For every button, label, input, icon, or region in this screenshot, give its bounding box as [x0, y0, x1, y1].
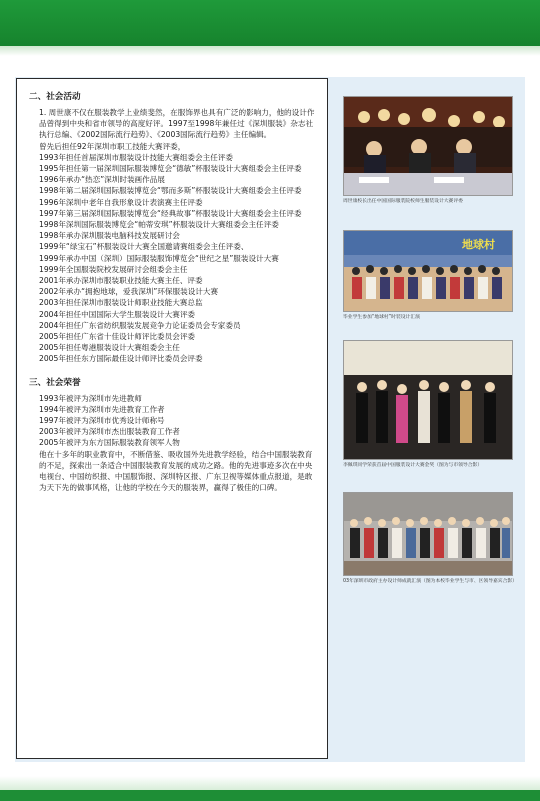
activity-item: 2004年担任广东省纺织服装发展竞争力论证委员会专家委员 [39, 320, 241, 330]
honor-item: 1997年被评为深圳市优秀设计师称号 [39, 416, 165, 426]
activity-item: 1999年全国服装院校发展研讨会组委会主任 [39, 264, 188, 274]
activities-intro: 1. 周世康不仅在服装教学上业绩斐然，在服饰界也具有广泛的影响力，他的设计作品曾得到中央和省市领导的高度好评。1997至1998年兼任过《深圳服装》杂志社执行总编、《2002国际流行趋势》、《2003国际流行趋势》主任编辑。 [39, 108, 315, 140]
activity-item: 2004年担任中国国际大学生服装设计大赛评委 [39, 309, 196, 319]
activity-item: 2001年承办深圳市服装职业技能大赛主任、评委 [39, 276, 203, 286]
photo-group-caption: 03年深圳市政府主办设计师成就汇演（图为本校毕业学生与市、区领导嘉宾合影） [343, 579, 517, 584]
activity-item: 1999年承办中国（深圳）国际服装服饰博览会“世纪之星”服装设计大赛 [39, 253, 279, 263]
photo-award-caption: 李佩琪同学荣获首届中国服装设计大赛金奖（图为与市领导合影） [343, 463, 483, 468]
activity-item: 1996年承办“热恋”深圳时装画作品展 [39, 175, 165, 185]
photo-group [343, 492, 513, 576]
activity-item: 2005年担任广东省十佳设计师评比委员会评委 [39, 332, 196, 342]
text-column [16, 78, 328, 759]
photo-earth-village-caption: 毕业学生参加“地球村”时装设计汇演 [343, 315, 420, 320]
photo-judges [343, 96, 513, 196]
activity-item: 曾先后担任92年深圳市职工技能大赛评委， [39, 141, 186, 151]
activity-item: 1995年担任第一届深圳国际服装博览会“德敏”杯服装设计大赛组委会主任评委 [39, 164, 302, 174]
photo-judges-caption: 周世康校长出任中国国际服装院校师生服装设计大赛评委 [343, 199, 463, 204]
activity-item: 2005年担任粤港服装设计大赛组委会主任 [39, 343, 180, 353]
photo-earth-village [343, 230, 513, 312]
honors-list [29, 393, 319, 449]
photo-award [343, 340, 513, 460]
activity-item: 2005年担任东方国际最佳设计师评比委员会评委 [39, 354, 203, 364]
activity-item: 1997年第三届深圳国际服装博览会“经典故事”杯服装设计大赛组委会主任评委 [39, 208, 302, 218]
honors-closing: 他在十多年的职业教育中，不断借鉴、吸收国外先进教学经验，结合中国服装教育的不足，探索出一条适合中国服装教育发展的成功之路。他的先进事迹多次在中央电视台、中国纺织报、中国服饰报、深圳特区报、广东卫视等媒体重点报道，是敢为天下先的做事风格，让他的学校在今天的服装界，赢得了极佳的口碑。 [39, 449, 313, 493]
activities-list [29, 141, 319, 365]
activity-item: 1998年深圳国际服装博览会“帕蒂安琪”杯服装设计大赛组委会主任评委 [39, 220, 279, 230]
honor-item: 1993年被评为深圳市先进教师 [39, 393, 142, 403]
activity-item: 1998年第二届深圳国际服装博览会“鄂而多斯”杯服装设计大赛组委会主任评委 [39, 186, 302, 196]
footer-green-band [0, 790, 540, 801]
activity-item: 2002年承办“拥抱地球，爱我深圳”环保服装设计大赛 [39, 287, 219, 297]
footer-fade [0, 776, 540, 790]
activity-item: 1998年承办深圳服装电脑科技发展研讨会 [39, 231, 180, 241]
header-fade [0, 46, 540, 56]
activity-item: 1993年担任首届深圳市服装设计技能大赛组委会主任评委 [39, 152, 233, 162]
banner-text: 地球村 [462, 238, 495, 251]
honor-item: 1994年被评为深圳市先进教育工作者 [39, 404, 165, 414]
activity-item: 2003年担任深圳市服装设计师职业技能大赛总监 [39, 298, 203, 308]
header-green-band [0, 0, 540, 46]
activity-item: 1999年“绿宝石”杯服装设计大赛全国邀请赛组委会主任评委、 [39, 242, 249, 252]
activity-item: 1996年深圳中老年自我形象设计表演赛主任评委 [39, 197, 203, 207]
honor-item: 2005年被评为东方国际服装教育领军人物 [39, 438, 180, 448]
section-title-honors: 三、社会荣誉 [29, 377, 81, 388]
section-title-activities: 二、社会活动 [29, 92, 81, 102]
honor-item: 2003年被评为深圳市杰出服装教育工作者 [39, 427, 180, 437]
